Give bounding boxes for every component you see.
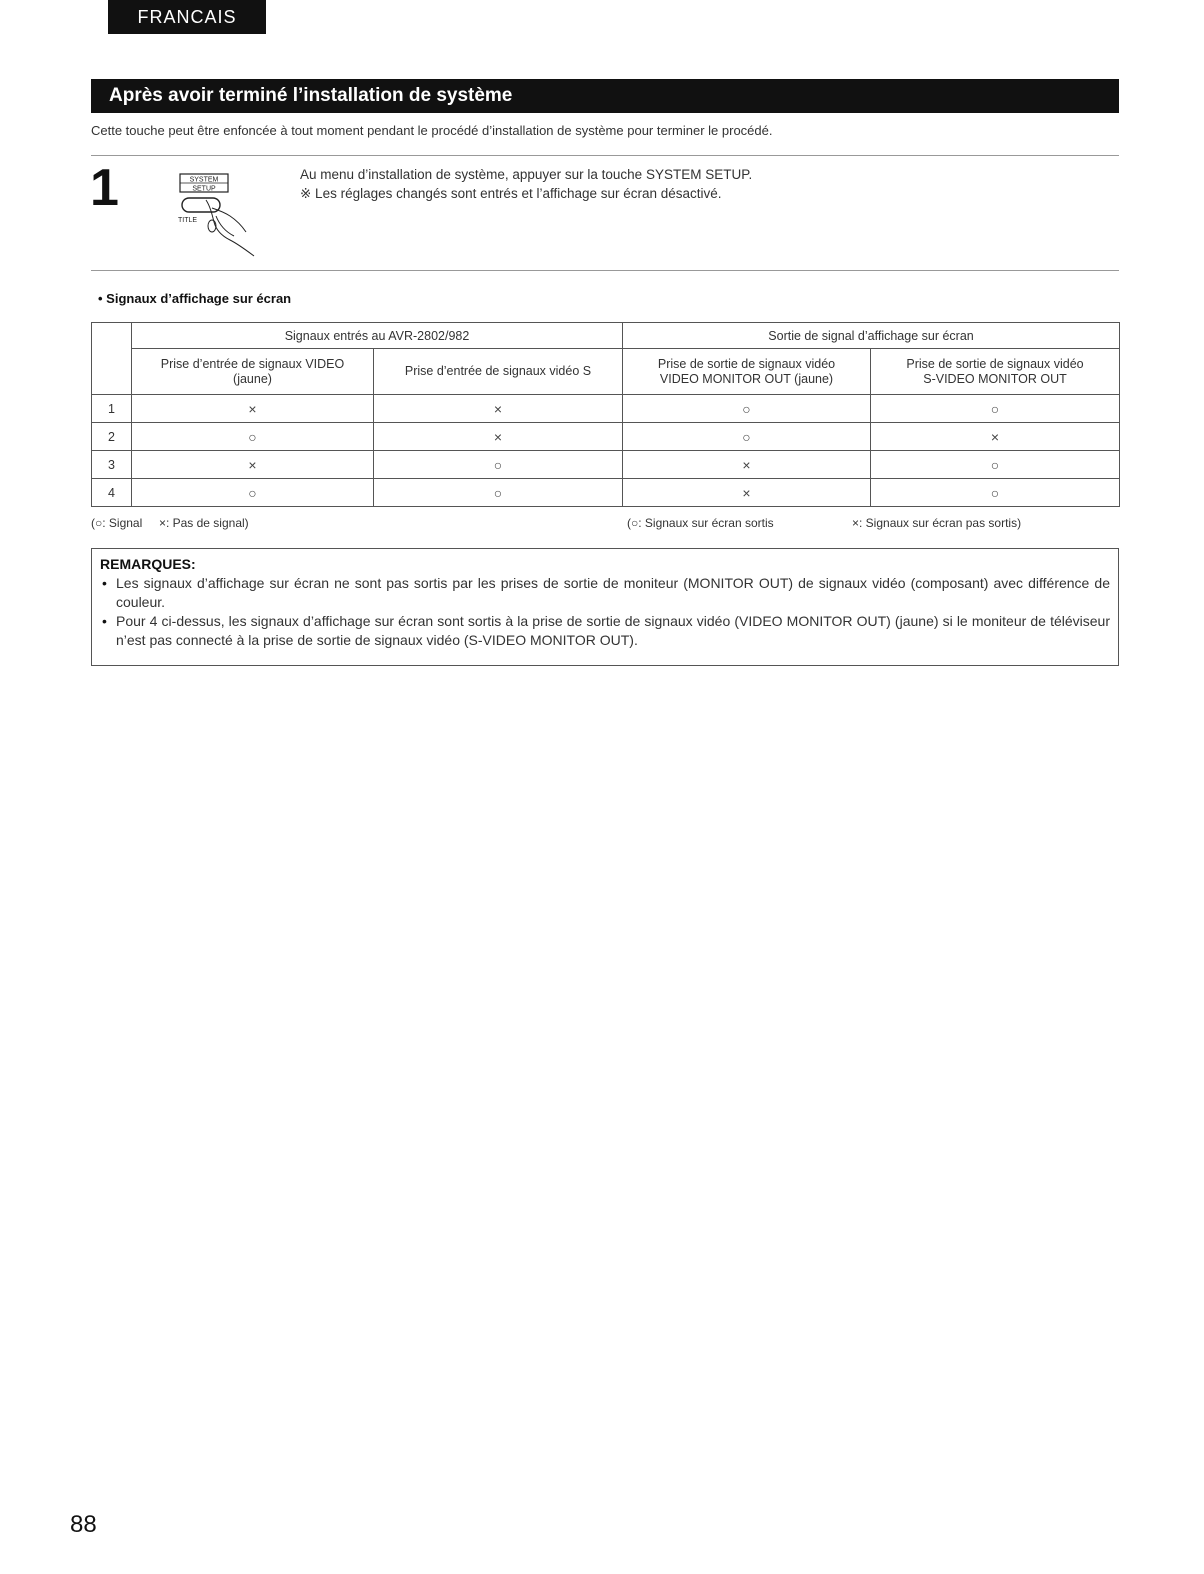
cell-svideo-out: ○	[871, 451, 1120, 479]
step-instruction: Au menu d’installation de système, appuyer sur la touche SYSTEM SETUP.	[300, 167, 753, 182]
row-number: 3	[92, 451, 132, 479]
col-video-in-header	[132, 349, 374, 395]
step-number: 1	[90, 159, 119, 217]
col-svideo-in-header: Prise d’entrée de signaux vidéo S	[374, 349, 623, 395]
table-group-header-row	[92, 323, 1120, 349]
row-number: 4	[92, 479, 132, 507]
col-video-out-line2: VIDEO MONITOR OUT (jaune)	[659, 371, 834, 386]
remarks-list	[100, 574, 1110, 650]
col-video-in-line1: Prise d’entrée de signaux VIDEO	[160, 356, 345, 371]
group-output-header: Sortie de signal d’affichage sur écran	[623, 323, 1120, 349]
col-svideo-out-header	[871, 349, 1120, 395]
remark-item: • Pour 4 ci-dessus, les signaux d’affichage sur écran sont sortis à la prise de sortie de signaux vidéo (VIDEO MONITOR OUT) (jaune) si le moniteur de téléviseur n’est pas connecté à la prise de sortie de signaux vidéo (S-VIDEO MONITOR OUT).	[116, 612, 1110, 650]
cell-svideo-in: ×	[374, 423, 623, 451]
cell-svideo-in: ×	[374, 395, 623, 423]
remark-item: • Les signaux d’affichage sur écran ne sont pas sortis par les prises de sortie de moniteur (MONITOR OUT) de signaux vidéo (composant) avec différence de couleur.	[116, 574, 1110, 612]
table-corner-cell	[92, 323, 132, 395]
cell-video-in: ○	[132, 423, 374, 451]
button-label-bottom: SETUP	[192, 185, 216, 193]
cell-video-out: ×	[623, 451, 871, 479]
table-row	[92, 451, 1120, 479]
table-column-header-row	[92, 349, 1120, 395]
col-video-out-header	[623, 349, 871, 395]
step-note: ※ Les réglages changés sont entrés et l’affichage sur écran désactivé.	[300, 186, 722, 201]
row-number: 1	[92, 395, 132, 423]
legend-output-not-sorted: ×: Signaux sur écran pas sortis)	[852, 516, 1022, 530]
system-setup-button-illustration	[176, 170, 266, 262]
signals-heading-text: Signaux d’affichage sur écran	[106, 291, 292, 306]
cell-video-out: ×	[623, 479, 871, 507]
col-video-out-line1: Prise de sortie de signaux vidéo	[657, 356, 836, 371]
cell-svideo-in: ○	[374, 479, 623, 507]
button-caption: TITLE	[178, 217, 198, 224]
cell-svideo-out: ○	[871, 479, 1120, 507]
cell-video-in: ○	[132, 479, 374, 507]
col-svideo-out-line2: S-VIDEO MONITOR OUT	[923, 371, 1067, 386]
cell-video-in: ×	[132, 451, 374, 479]
button-label-top: SYSTEM	[189, 176, 219, 184]
cell-video-out: ○	[623, 395, 871, 423]
section-title: Après avoir terminé l’installation de système	[91, 79, 1119, 113]
remarks-box	[91, 548, 1119, 666]
button-shape	[182, 198, 220, 212]
divider	[91, 155, 1119, 156]
signals-table	[91, 322, 1120, 507]
row-number: 2	[92, 423, 132, 451]
divider	[91, 270, 1119, 271]
intro-text: Cette touche peut être enfoncée à tout moment pendant le procédé d’installation de système pour terminer le procédé.	[91, 123, 773, 138]
page-number: 88	[70, 1511, 97, 1538]
cell-svideo-in: ○	[374, 451, 623, 479]
cell-video-out: ○	[623, 423, 871, 451]
group-input-header: Signaux entrés au AVR-2802/982	[132, 323, 623, 349]
legend-output-sorted: (○: Signaux sur écran sortis	[627, 516, 774, 530]
cell-video-in: ×	[132, 395, 374, 423]
table-row	[92, 423, 1120, 451]
legend-input: (○: Signal ×: Pas de signal)	[91, 516, 249, 530]
table-row	[92, 395, 1120, 423]
signals-heading: • Signaux d’affichage sur écran	[98, 291, 292, 306]
col-video-in-line2: (jaune)	[233, 371, 272, 386]
cell-svideo-out: ○	[871, 395, 1120, 423]
remarks-title: REMARQUES:	[100, 556, 196, 572]
col-svideo-out-line1: Prise de sortie de signaux vidéo	[906, 356, 1084, 371]
language-tab: FRANCAIS	[108, 0, 266, 34]
step-instructions	[300, 165, 752, 203]
table-row	[92, 479, 1120, 507]
cell-svideo-out: ×	[871, 423, 1120, 451]
